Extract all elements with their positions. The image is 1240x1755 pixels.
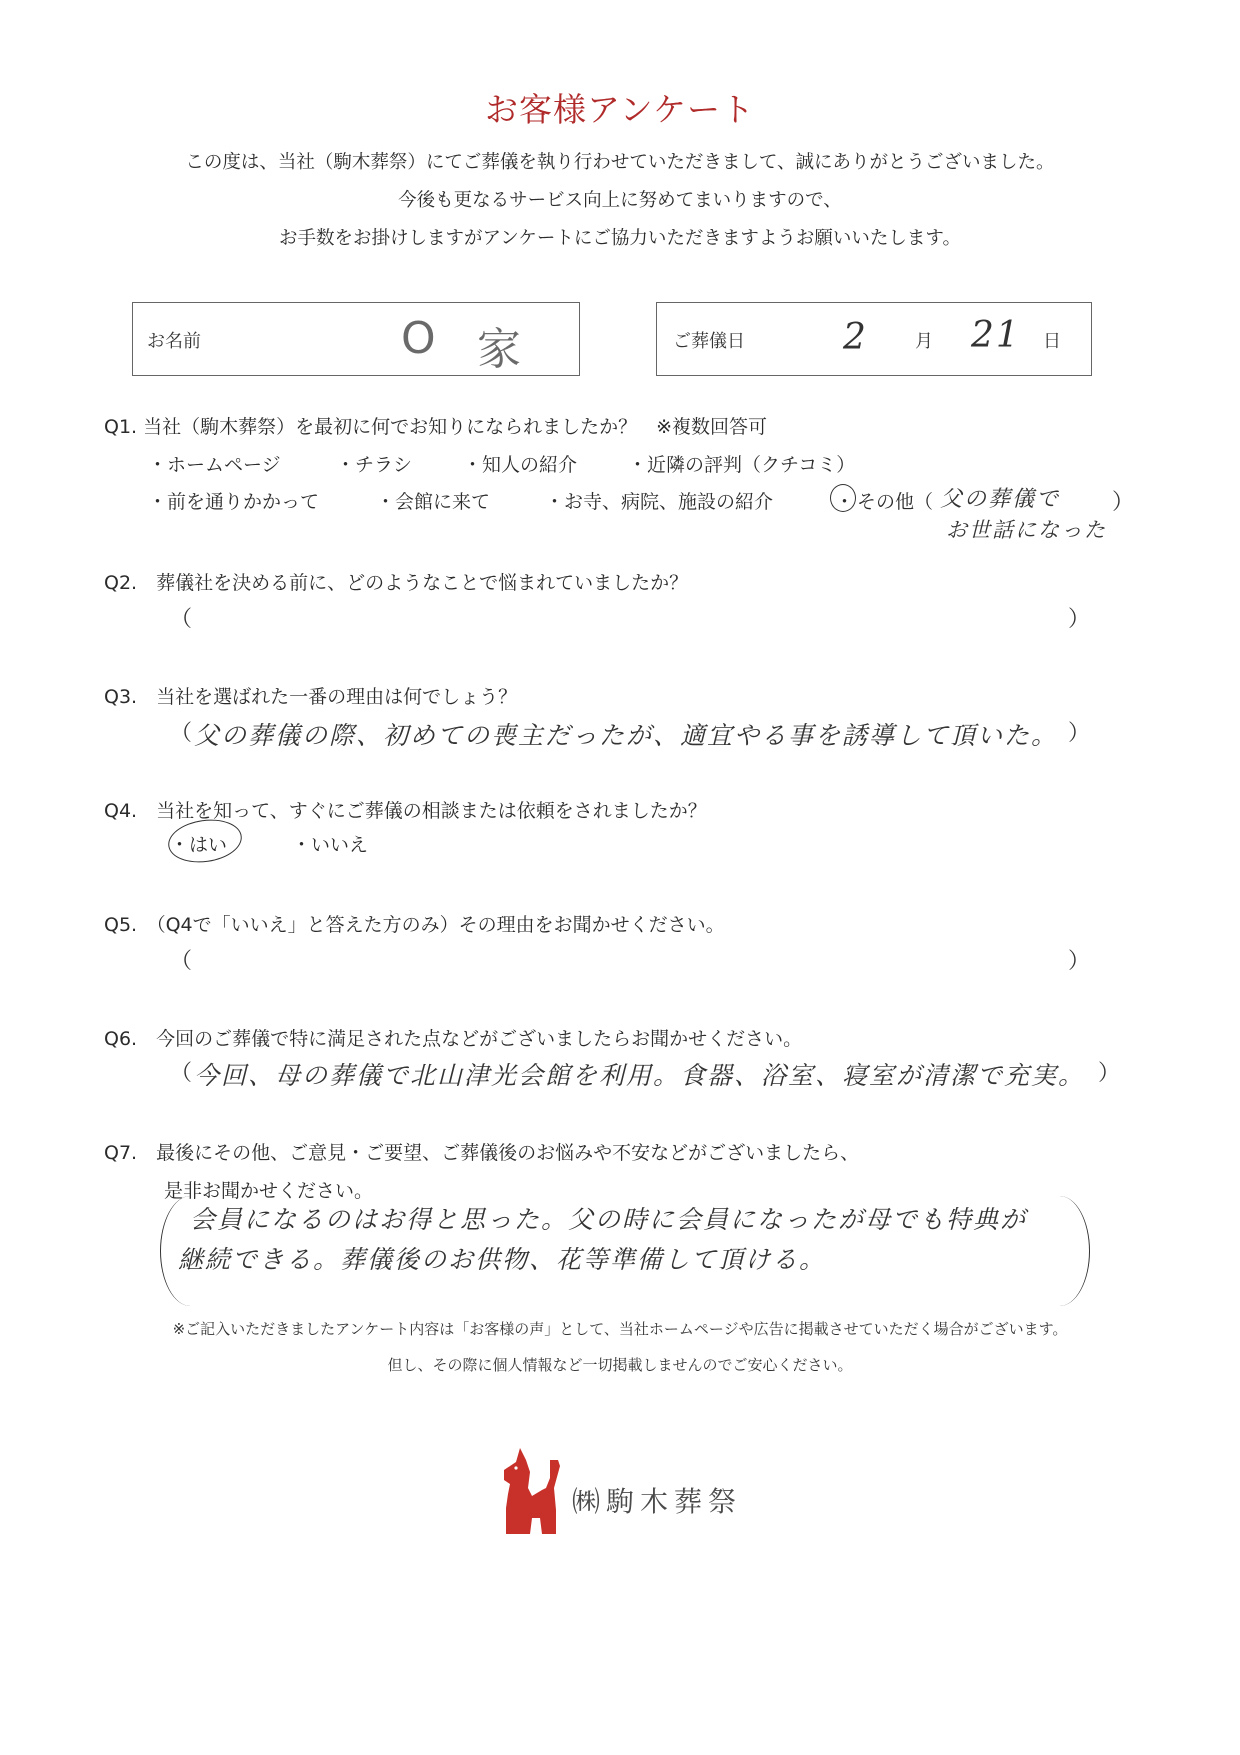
company-name: ㈱駒木葬祭	[572, 1485, 743, 1518]
name-label: お名前	[147, 331, 201, 352]
name-box[interactable]	[132, 302, 580, 376]
q7-close-bracket	[1029, 1196, 1090, 1306]
funeral-month-value: 2	[843, 317, 868, 358]
name-suffix: 家	[477, 324, 521, 375]
funeral-date-label: ご葬儀日	[673, 331, 745, 352]
q1-option-flyer[interactable]: ・チラシ	[336, 454, 413, 476]
footer-note-line-2: 但し、その際に個人情報など一切掲載しませんのでご安心ください。	[387, 1356, 853, 1374]
funeral-day-value: 21	[971, 315, 1021, 356]
bullet-dot: ・	[835, 491, 855, 513]
intro-line-2: 今後も更なるサービス向上に努めてまいりますので、	[398, 190, 842, 211]
q1-other-close-paren: ）	[1112, 490, 1135, 515]
intro-line-1: この度は、当社（駒木葬祭）にてご葬儀を執り行わせていただきまして、誠にありがとうございました。	[185, 152, 1055, 173]
q5-label: Q5. （Q4で「いいえ」と答えた方のみ）その理由をお聞かせください。	[104, 914, 725, 936]
q1-other-answer-line-1: 父の葬儀で	[940, 487, 1061, 512]
intro-line-3: お手数をお掛けしますがアンケートにご協力いただきますようお願いいたします。	[279, 228, 961, 249]
q2-answer-field[interactable]	[170, 602, 1090, 638]
footer-note-line-1: ※ご記入いただきましたアンケート内容は「お客様の声」として、当社ホームページや広告に掲載させていただく場合がございます。	[172, 1320, 1068, 1338]
q1-option-passing-by[interactable]: ・前を通りかかって	[148, 491, 320, 513]
q7-answer-line-2: 継続できる。葬儀後のお供物、花等準備して頂ける。	[178, 1245, 827, 1274]
close-paren: ）	[1067, 949, 1090, 974]
name-initial: O	[401, 313, 436, 364]
q7-answer-field[interactable]	[160, 1196, 1090, 1306]
open-paren: （	[170, 607, 193, 632]
q5-answer-field[interactable]	[170, 944, 1090, 980]
q4-option-no[interactable]: ・いいえ	[292, 834, 369, 856]
q4-yes-label: ・はい	[170, 834, 228, 856]
close-paren: ）	[1067, 607, 1090, 632]
q4-label: Q4. 当社を知って、すぐにご葬儀の相談または依頼をされましたか？	[104, 800, 707, 822]
q7-answer-line-1: 会員になるのはお得と思った。父の時に会員になったが母でも特典が	[190, 1205, 1028, 1234]
q1-label: Q1. 当社（駒木葬祭）を最初に何でお知りになられましたか？ ※複数回答可	[104, 416, 768, 438]
q1-option-word-of-mouth[interactable]: ・近隣の評判（クチコミ）	[628, 454, 856, 476]
day-unit: 日	[1043, 331, 1061, 352]
q6-label: Q6. 今回のご葬儀で特に満足された点などがございましたらお聞かせください。	[104, 1028, 803, 1050]
document-title: お客様アンケート	[484, 90, 756, 129]
q3-label: Q3. 当社を選ばれた一番の理由は何でしょう？	[104, 686, 518, 708]
q1-other-answer-line-2: お世話になった	[946, 518, 1107, 542]
q3-answer-field[interactable]	[170, 716, 1090, 756]
q1-option-visited-hall[interactable]: ・会館に来て	[376, 491, 491, 513]
q4-option-yes[interactable]	[168, 820, 246, 864]
q6-answer-field[interactable]	[170, 1056, 1120, 1096]
close-paren: ）	[1097, 1061, 1120, 1086]
q1-option-acquaintance[interactable]: ・知人の紹介	[463, 454, 578, 476]
open-paren: （	[170, 1061, 193, 1086]
open-paren: （	[170, 949, 193, 974]
q6-answer: 今回、母の葬儀で北山津光会館を利用。食器、浴室、寝室が清潔で充実。	[194, 1061, 1086, 1090]
month-unit: 月	[915, 331, 933, 352]
company-logo-horse-icon	[502, 1448, 582, 1534]
q1-other-label: その他（	[857, 491, 934, 513]
q1-option-temple-hospital[interactable]: ・お寺、病院、施設の紹介	[545, 491, 774, 513]
q3-answer: 父の葬儀の際、初めての喪主だったが、適宜やる事を誘導して頂いた。	[194, 721, 1059, 750]
close-paren: ）	[1067, 721, 1090, 746]
q7-label-line-1: Q7. 最後にその他、ご意見・ご要望、ご葬儀後のお悩みや不安などがございましたら、	[104, 1142, 860, 1164]
open-paren: （	[170, 721, 193, 746]
q1-option-homepage[interactable]: ・ホームページ	[148, 454, 281, 476]
funeral-date-box[interactable]	[656, 302, 1092, 376]
q2-label: Q2. 葬儀社を決める前に、どのようなことで悩まれていましたか？	[104, 572, 689, 594]
q7-label-line-2: 是非お聞かせください。	[164, 1180, 374, 1202]
